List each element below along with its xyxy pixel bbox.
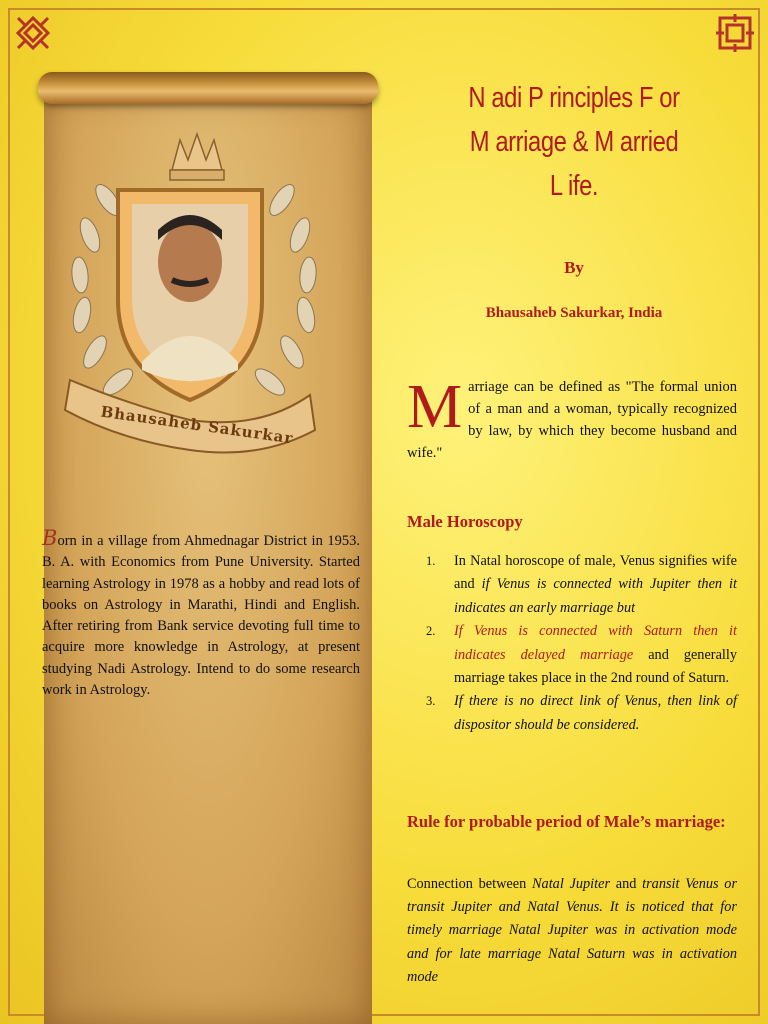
title-line-1: N adi P rinciples F or <box>468 82 680 114</box>
portrait-image <box>132 204 248 382</box>
byline-author: Bhausaheb Sakurkar, India <box>485 305 663 321</box>
list-item <box>426 690 737 737</box>
title-line-3: L ife. <box>549 170 599 202</box>
ribbon-author-name: Bhausaheb Sakurkar <box>99 402 295 448</box>
title-line-2: M arriage & M arried <box>469 126 679 158</box>
list-item <box>426 550 737 620</box>
list-number: 1. <box>426 554 436 568</box>
rule-text-italic-2: transit Venus or transit Jupiter and Natal Venus. It is noticed that for timely marriage Natal Jupiter was in activation mode and for late marriage Natal Saturn was in activation mode <box>407 876 738 985</box>
bio-dropcap: B <box>42 526 58 550</box>
rule-text-italic-1: Natal Jupiter <box>532 876 611 892</box>
list-text-highlight: If Venus is connected with Saturn then it indicates delayed marriage <box>454 623 737 663</box>
author-bio <box>42 528 360 701</box>
bio-text: orn in a village from Ahmednagar District in 1953. B. A. with Economics from Pune University. Started learning Astrology in 1978 as a hobby and read lots of books on Astrology in Marathi, Hindi and English. After retiring from Bank service devoting full time to acquire more knowledge in Astrology, at present studying Nadi Astrology. Intend to do some research work in Astrology. <box>42 533 360 699</box>
rule-heading: Rule for probable period of Male’s marriage: <box>407 812 726 831</box>
list-text-italic: If there is no direct link of Venus, then link of dispositor should be considered. <box>454 693 737 733</box>
intro-paragraph <box>407 373 737 464</box>
byline-by: By <box>564 258 584 277</box>
list-item <box>426 620 737 690</box>
article-title <box>431 76 716 208</box>
corner-knot-icon-top-right <box>712 10 758 56</box>
male-horoscopy-heading: Male Horoscopy <box>407 512 523 531</box>
list-number: 2. <box>426 624 436 639</box>
scroll-roll <box>38 72 378 104</box>
intro-text: arriage can be defined as "The formal union of a man and a woman, typically recognized by law, by which they become husband and wife." <box>407 379 737 461</box>
rule-text-1: Connection between <box>407 876 533 892</box>
list-text: and generally marriage takes place in the 2nd round of Saturn. <box>454 646 738 687</box>
male-horoscopy-list <box>426 550 737 737</box>
rule-text-2: and <box>610 876 643 892</box>
rule-paragraph <box>407 873 737 989</box>
list-text: In Natal horoscope of male, Venus signifies wife and <box>454 553 737 593</box>
list-text-italic: if Venus is connected with Jupiter then it indicates an early marriage but <box>454 576 737 616</box>
corner-knot-icon-top-left <box>10 10 56 56</box>
crown-icon <box>170 134 224 180</box>
intro-dropcap: M <box>407 373 463 441</box>
list-number: 3. <box>426 694 436 709</box>
